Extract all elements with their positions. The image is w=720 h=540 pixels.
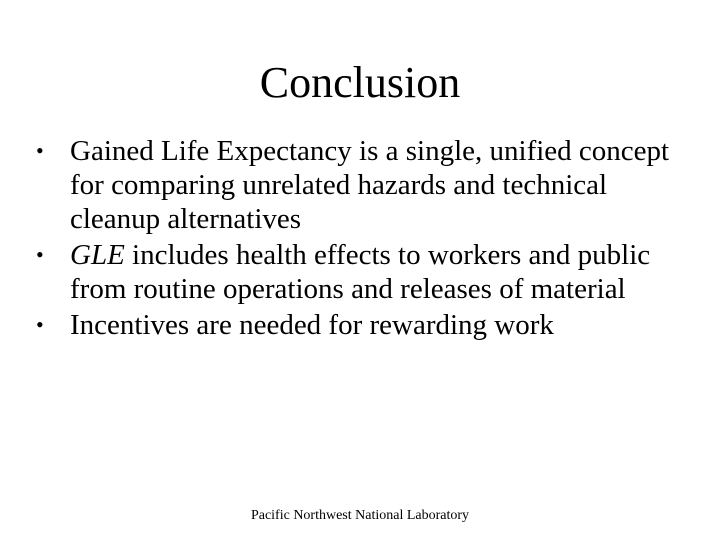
bullet-list (36, 134, 686, 344)
footer-organization: Pacific Northwest National Laboratory (250, 508, 470, 523)
bullet-text: Incentives are needed for rewarding work (70, 309, 554, 341)
bullet-emphasis-gle: GLE (70, 239, 125, 271)
slide-title: Conclusion (259, 58, 461, 107)
bullet-item-incentives (36, 308, 686, 342)
bullet-icon: • (36, 312, 44, 337)
bullet-icon: • (36, 138, 44, 163)
bullet-text: Gained Life Expectancy is a single, unified concept for comparing unrelated hazards and technical cleanup alternatives (70, 135, 670, 235)
bullet-item-gle-concept (36, 134, 686, 236)
bullet-icon: • (36, 242, 44, 267)
bullet-text: includes health effects to workers and public from routine operations and releases of material (70, 239, 651, 305)
bullet-item-gle-health-effects (36, 238, 686, 306)
